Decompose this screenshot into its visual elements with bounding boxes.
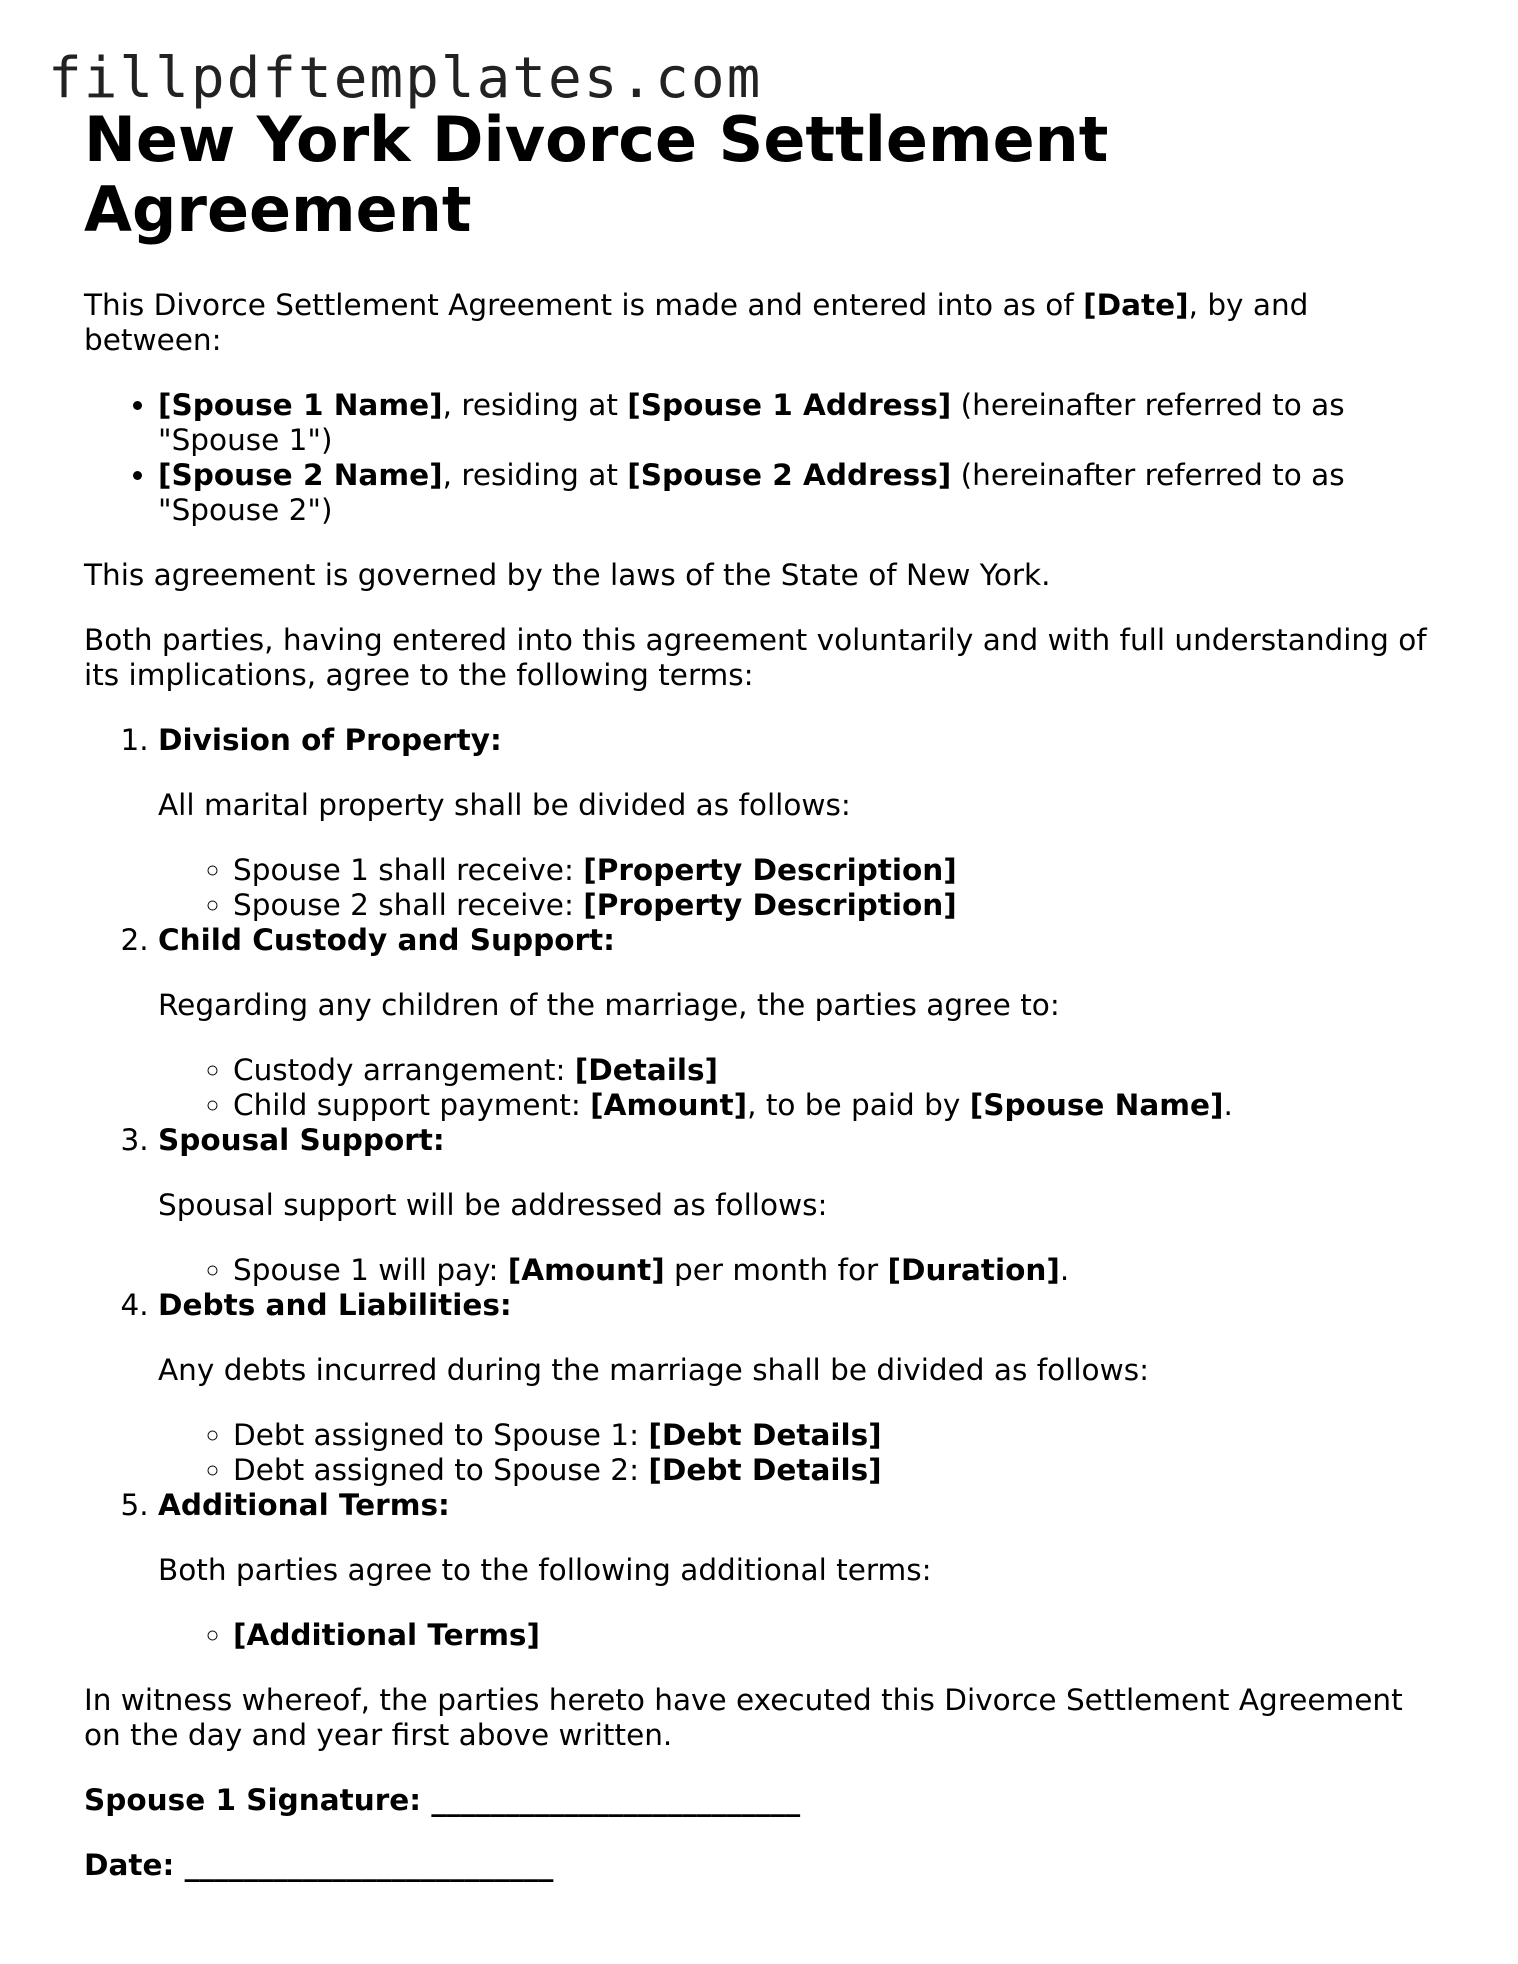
item-value: [Additional Terms] bbox=[233, 1618, 540, 1652]
list-item bbox=[233, 888, 1444, 923]
residing-text: , residing at bbox=[442, 458, 628, 492]
list-item bbox=[233, 1253, 1444, 1288]
item-label: Spouse 1 shall receive: bbox=[233, 853, 584, 887]
sub-list bbox=[158, 1418, 1444, 1488]
parties-list bbox=[84, 388, 1444, 528]
item-label: Debt assigned to Spouse 1: bbox=[233, 1418, 649, 1452]
sub-list bbox=[158, 1053, 1444, 1123]
document-page bbox=[84, 105, 1444, 1883]
term-heading: Division of Property: bbox=[158, 723, 502, 757]
list-item bbox=[158, 458, 1444, 528]
intro-paragraph bbox=[84, 288, 1444, 358]
term-intro: Spousal support will be addressed as follows: bbox=[158, 1188, 828, 1222]
list-item bbox=[233, 1088, 1444, 1123]
page-title: New York Divorce Settlement Agreement bbox=[84, 103, 1109, 246]
item-value: [Debt Details] bbox=[648, 1418, 882, 1452]
item-text: , to be paid by bbox=[747, 1088, 970, 1122]
term-heading: Debts and Liabilities: bbox=[158, 1288, 512, 1322]
residing-text: , residing at bbox=[442, 388, 628, 422]
term-intro: Regarding any children of the marriage, the parties agree to: bbox=[158, 988, 1060, 1022]
witness-paragraph: In witness whereof, the parties hereto have executed this Divorce Settlement Agreement on the day and year first above written. bbox=[84, 1683, 1403, 1752]
item-label: Debt assigned to Spouse 2: bbox=[233, 1453, 649, 1487]
date-placeholder: [Date] bbox=[1083, 288, 1189, 322]
list-item bbox=[233, 1618, 1444, 1653]
intro-text-end: , by and between: bbox=[84, 288, 1309, 357]
item-text: per month for bbox=[664, 1253, 888, 1287]
item-value: [Property Description] bbox=[583, 853, 957, 887]
item-label: Child support payment: bbox=[233, 1088, 591, 1122]
term-intro: Any debts incurred during the marriage shall be divided as follows: bbox=[158, 1353, 1150, 1387]
item-label: Spouse 1 will pay: bbox=[233, 1253, 508, 1287]
term-custody bbox=[158, 923, 1444, 1123]
term-heading: Child Custody and Support: bbox=[158, 923, 615, 957]
date-line[interactable]: _________________________ bbox=[184, 1848, 554, 1882]
term-spousal-support bbox=[158, 1123, 1444, 1288]
term-additional bbox=[158, 1488, 1444, 1653]
term-heading: Additional Terms: bbox=[158, 1488, 450, 1522]
signature-date bbox=[84, 1848, 1444, 1883]
term-intro: All marital property shall be divided as follows: bbox=[158, 788, 851, 822]
referred-text: (hereinafter referred to as "Spouse 1") bbox=[158, 388, 1345, 457]
item-value: [Property Description] bbox=[583, 888, 957, 922]
list-item bbox=[233, 1053, 1444, 1088]
sub-list bbox=[158, 1253, 1444, 1288]
signature-line[interactable]: _________________________ bbox=[431, 1783, 801, 1817]
spouse-1-signature bbox=[84, 1783, 1444, 1818]
item-value: [Spouse Name] bbox=[969, 1088, 1224, 1122]
list-item bbox=[233, 1453, 1444, 1488]
watermark: fillpdftemplates.com bbox=[48, 46, 763, 111]
spouse-2-name: [Spouse 2 Name] bbox=[158, 458, 443, 492]
sub-list bbox=[158, 1618, 1444, 1653]
spouse-1-address: [Spouse 1 Address] bbox=[627, 388, 952, 422]
item-value: [Amount] bbox=[507, 1253, 665, 1287]
term-heading: Spousal Support: bbox=[158, 1123, 445, 1157]
item-label: Custody arrangement: bbox=[233, 1053, 575, 1087]
list-item bbox=[233, 1418, 1444, 1453]
referred-text: (hereinafter referred to as "Spouse 2") bbox=[158, 458, 1345, 527]
item-value: [Details] bbox=[574, 1053, 719, 1087]
list-item bbox=[233, 853, 1444, 888]
terms-list bbox=[84, 723, 1444, 1653]
term-intro: Both parties agree to the following additional terms: bbox=[158, 1553, 932, 1587]
item-text: . bbox=[1059, 1253, 1070, 1287]
spouse-1-name: [Spouse 1 Name] bbox=[158, 388, 443, 422]
signature-label: Spouse 1 Signature: bbox=[84, 1783, 432, 1817]
item-text: . bbox=[1223, 1088, 1233, 1122]
both-parties-paragraph: Both parties, having entered into this agreement voluntarily and with full understanding of its implications, agree to the following terms: bbox=[84, 623, 1427, 692]
intro-text: This Divorce Settlement Agreement is made and entered into as of bbox=[84, 288, 1084, 322]
item-label: Spouse 2 shall receive: bbox=[233, 888, 584, 922]
term-property bbox=[158, 723, 1444, 923]
item-value: [Debt Details] bbox=[648, 1453, 882, 1487]
term-debts bbox=[158, 1288, 1444, 1488]
spouse-2-address: [Spouse 2 Address] bbox=[627, 458, 952, 492]
item-value: [Amount] bbox=[590, 1088, 748, 1122]
item-value: [Duration] bbox=[887, 1253, 1060, 1287]
governing-law: This agreement is governed by the laws of the State of New York. bbox=[84, 558, 1051, 592]
list-item bbox=[158, 388, 1444, 458]
date-label: Date: bbox=[84, 1848, 185, 1882]
sub-list bbox=[158, 853, 1444, 923]
